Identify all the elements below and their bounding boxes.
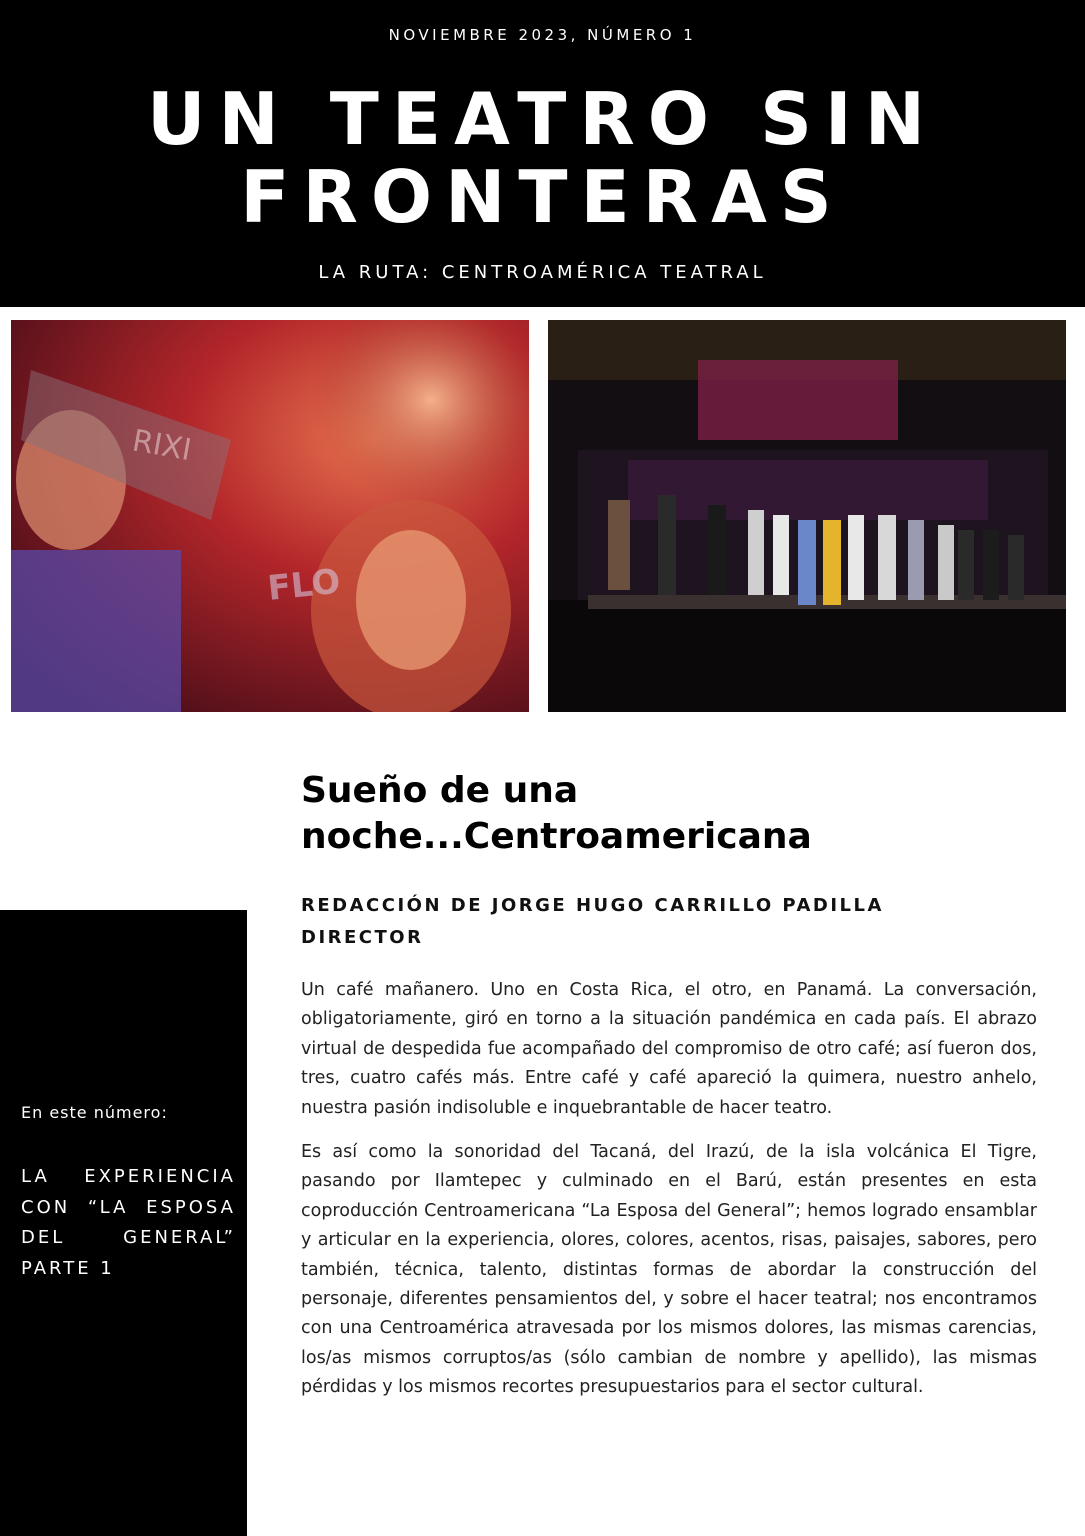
collage-text-rixi: RIXI [129, 423, 194, 469]
title-line-1: UN TEATRO SIN [147, 77, 938, 161]
collage-text-flo: FLO [265, 561, 343, 609]
paragraph-2: Es así como la sonoridad del Tacaná, del Irazú, de la isla volcánica El Tigre, pasando por Ilamtepec y culminado en el Barú, están presentes en esta coproducción Centroamericana “La Esposa del General”; hemos logrado ensamblar y articular en la experiencia, olores, colores, acentos, risas, paisajes, sabores, pero también, técnica, talento, distintas formas de abordar la construcción del personaje, diferentes pensamientos del, y sobre el hacer teatral; nos encontramos con una Centroamérica atravesada por los mismos dolores, las mismas carencias, los/as mismos corruptos/as (sólo cambian de nombre y apellido), las mismas pérdidas y los mismos recortes presupuestarios para el sector cultural. [301, 1142, 1037, 1398]
byline-role: DIRECTOR [301, 927, 424, 948]
stage-photo [548, 320, 1066, 712]
headline-line-1: Sueño de una [301, 770, 579, 811]
article-byline [301, 890, 1021, 954]
collage-photo [11, 320, 529, 712]
article-headline [301, 768, 1001, 860]
newsletter-title [0, 77, 1085, 239]
masthead [0, 0, 1085, 307]
newsletter-subtitle: LA RUTA: CENTROAMÉRICA TEATRAL [318, 262, 767, 283]
byline-author: REDACCIÓN DE JORGE HUGO CARRILLO PADILLA [301, 895, 884, 916]
article-body [301, 976, 1037, 1418]
issue-date: NOVIEMBRE 2023, NÚMERO 1 [388, 26, 697, 44]
sidebar-label: En este número: [21, 1103, 168, 1122]
title-line-2: FRONTERAS [240, 155, 845, 239]
headline-line-2: noche...Centroamericana [301, 816, 812, 857]
paragraph-1: Un café mañanero. Uno en Costa Rica, el otro, en Panamá. La conversación, obligatoriamente, giró en torno a la situación pandémica en cada país. El abrazo virtual de despedida fue acompañado del compromiso de otro café; así fueron dos, tres, cuatro cafés más. Entre café y café apareció la quimera, nuestro anhelo, nuestra pasión indisoluble e inquebrantable de hacer teatro. [301, 980, 1037, 1118]
sidebar-item[interactable]: LA EXPERIENCIA CON “LA ESPOSA DEL GENERAL” PARTE 1 [21, 1166, 236, 1279]
